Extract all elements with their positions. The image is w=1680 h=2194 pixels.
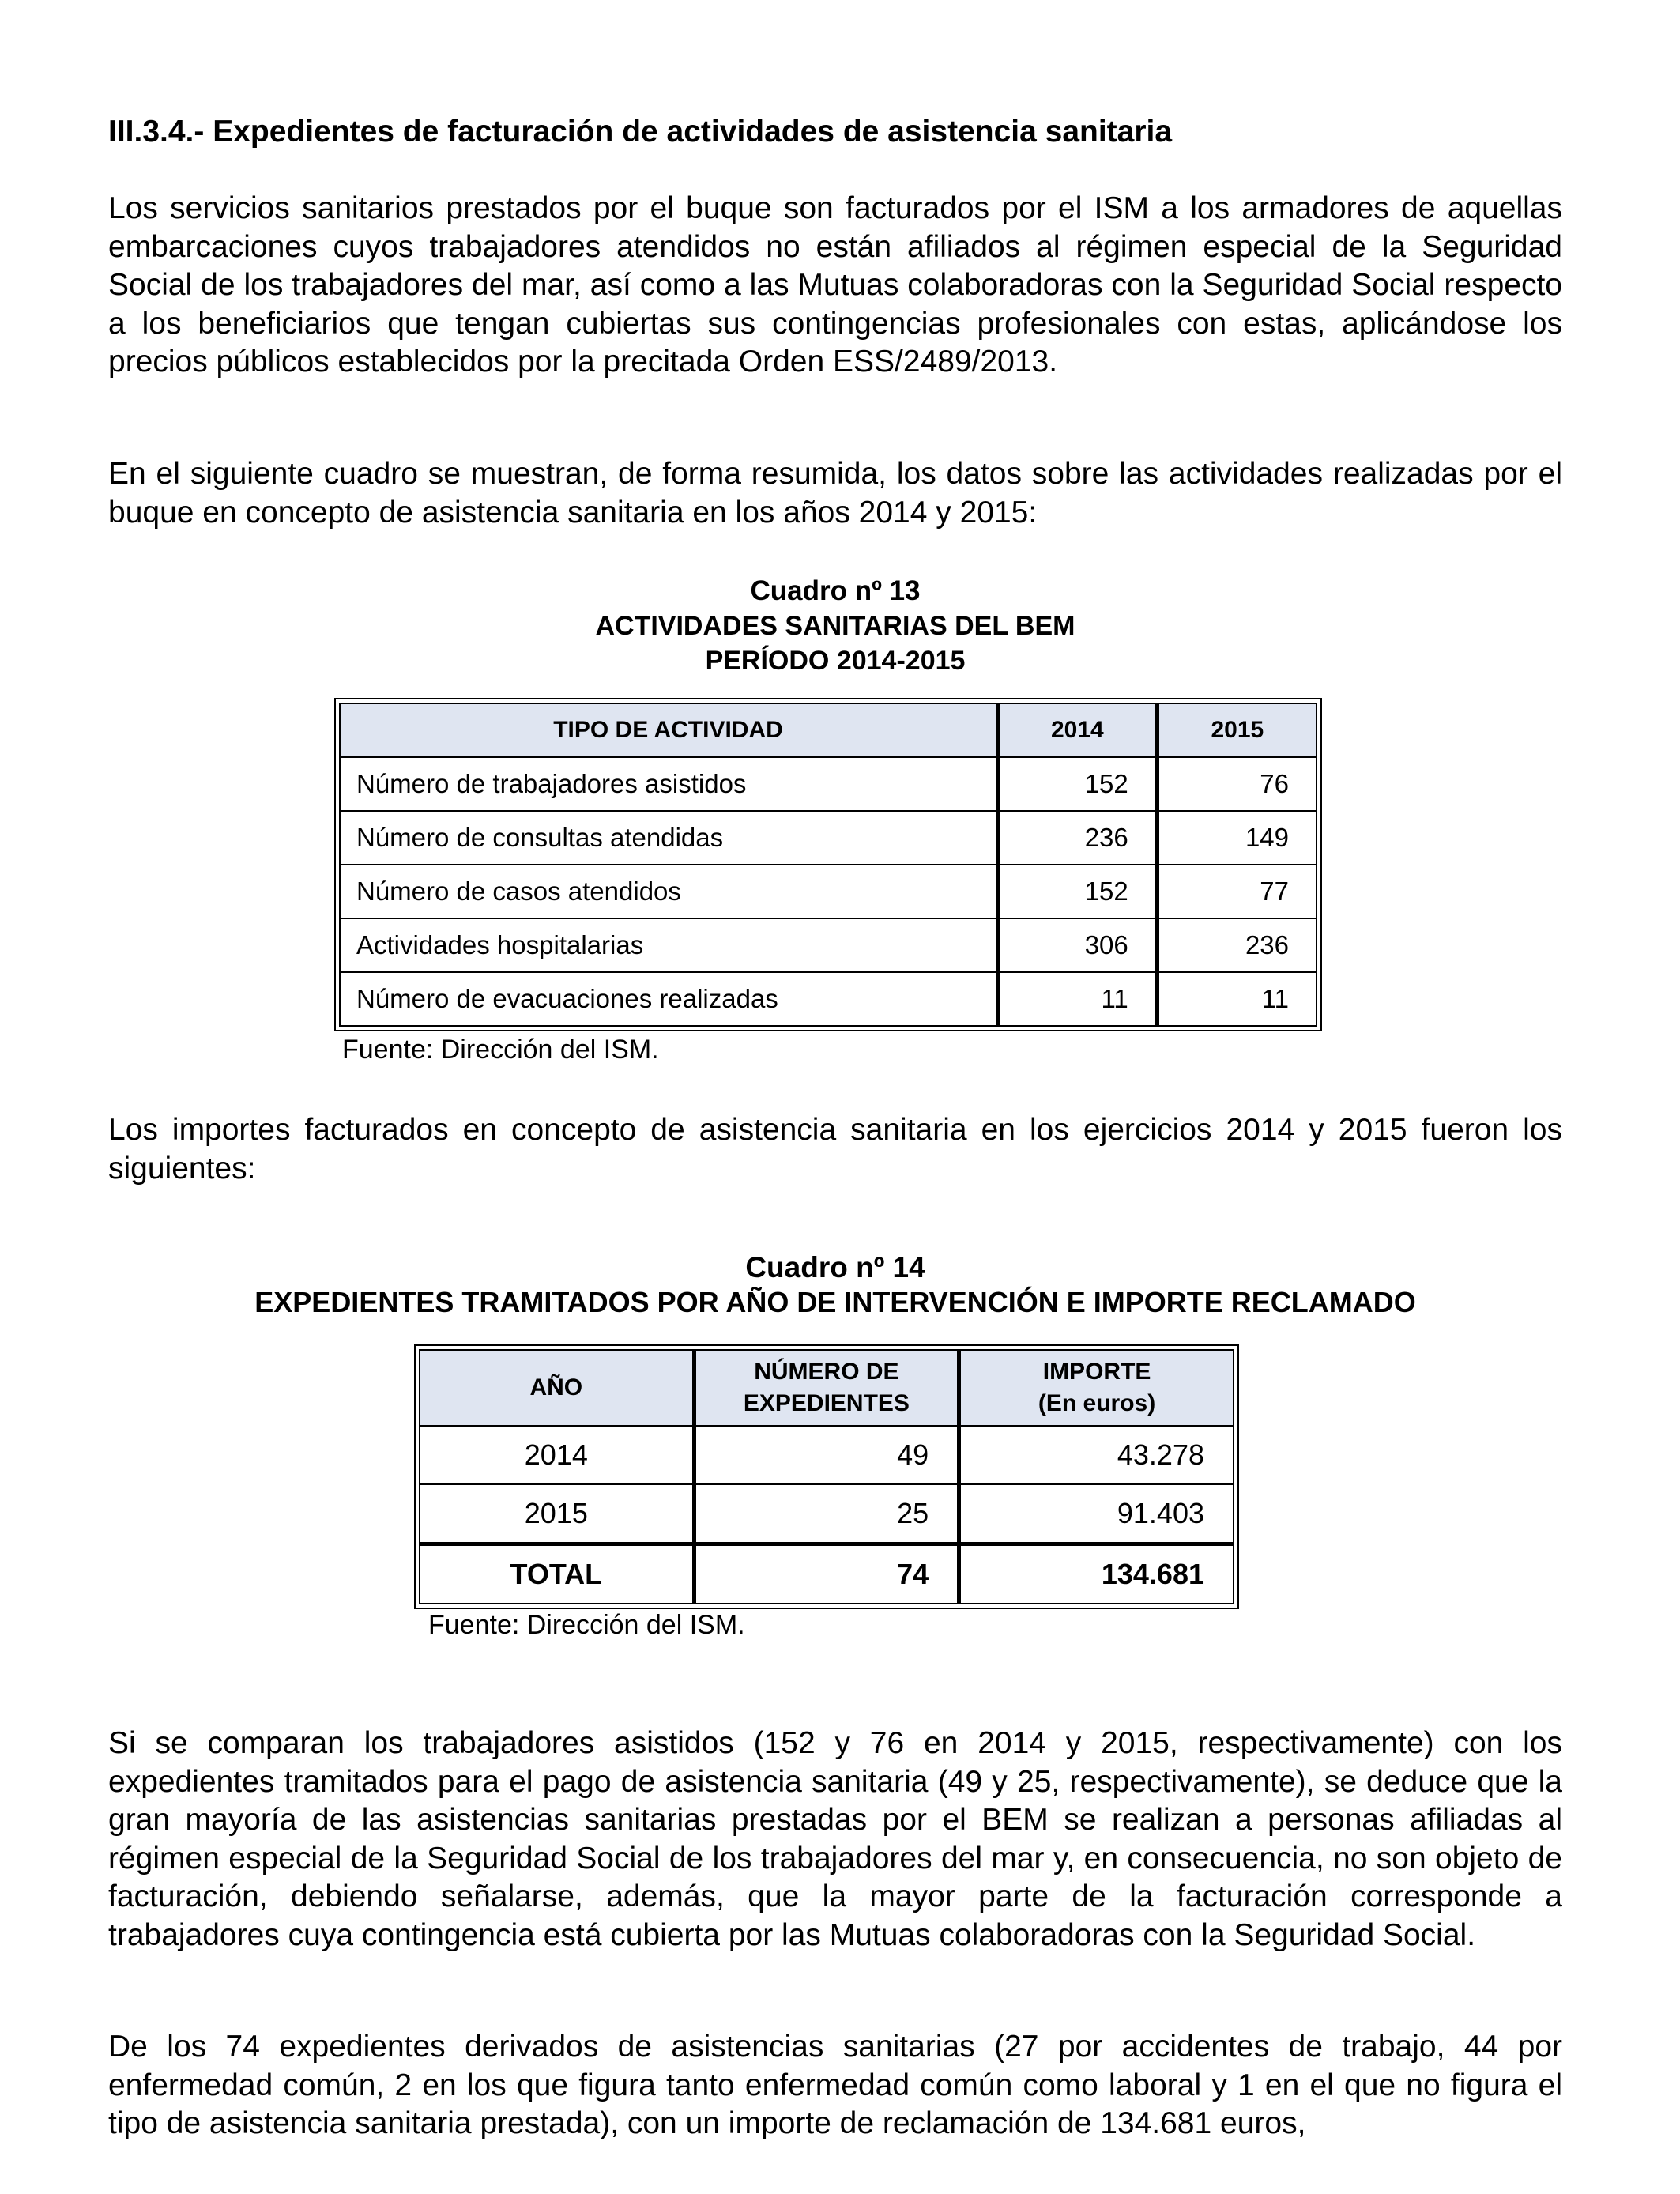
table13-sanitary-activities [339,703,1317,1027]
table14-header-count-line1: NÚMERO DE [754,1359,899,1385]
table13-cell-activity: Número de evacuaciones realizadas [340,972,998,1026]
table13-cell-2014: 306 [998,918,1158,972]
table13-cell-2015: 76 [1157,757,1317,811]
paragraph-billing-intro: Los servicios sanitarios prestados por el buque son facturados por el ISM a los armadores de aquellas embarcaciones cuyos trabajadores atendidos no están afiliados al régimen especial de la Seguridad Social de los trabajadores del mar, así como a las Mutuas colaboradoras con la Seguridad Social respecto a los beneficiarios que tengan cubiertas sus contingencias profesionales con estas, aplicándose los precios públicos establecidos por la precitada Orden ESS/2489/2013. [108,191,1562,379]
table14-cell-amount: 43.278 [959,1426,1234,1484]
table13-cell-2014: 152 [998,865,1158,918]
table14-total-amount: 134.681 [959,1544,1234,1604]
table13-cell-activity: Número de consultas atendidas [340,811,998,865]
table14-source: Fuente: Dirección del ISM. [428,1610,745,1640]
paragraph-table14-intro: Los importes facturados en concepto de asistencia sanitaria en los ejercicios 2014 y 2015 fueron los siguientes: [108,1113,1562,1186]
table13-cell-2014: 152 [998,757,1158,811]
table14-header-row [420,1350,1234,1426]
table13-cell-2015: 236 [1157,918,1317,972]
table14-caption-number: Cuadro nº 14 [745,1251,925,1284]
table13-cell-activity: Número de trabajadores asistidos [340,757,998,811]
table13-cell-activity: Actividades hospitalarias [340,918,998,972]
table-row [340,811,1317,865]
table14-cell-count: 25 [694,1484,959,1544]
paragraph-comparison: Si se comparan los trabajadores asistidos (152 y 76 en 2014 y 2015, respectivamente) con los expedientes tramitados para el pago de asistencia sanitaria (49 y 25, respectivamente), se deduce que la gran mayoría de las asistencias sanitarias prestadas por el BEM se realizan a personas afiliadas al régimen especial de la Seguridad Social de los trabajadores del mar y, en consecuencia, no son objeto de facturación, debiendo señalarse, además, que la mayor parte de la facturación corresponde a trabajadores cuya contingencia está cubierta por las Mutuas colaboradoras con la Seguridad Social. [108,1726,1562,1952]
table14-header-count [694,1350,959,1426]
table13-cell-2014: 236 [998,811,1158,865]
table-row [340,757,1317,811]
table-row [340,865,1317,918]
table13-header-row [340,703,1317,757]
table13-header-activity: TIPO DE ACTIVIDAD [340,703,998,757]
section-heading: III.3.4.- Expedientes de facturación de actividades de asistencia sanitaria [108,115,1173,149]
paragraph-table13-intro: En el siguiente cuadro se muestran, de forma resumida, los datos sobre las actividades realizadas por el buque en concepto de asistencia sanitaria en los años 2014 y 2015: [108,457,1562,530]
table14-header-year: AÑO [420,1350,694,1426]
table14-total-label: TOTAL [420,1544,694,1604]
table13-cell-2015: 149 [1157,811,1317,865]
table14-caption [108,1250,1562,1320]
table13-source: Fuente: Dirección del ISM. [342,1035,659,1065]
table13-header-2015: 2015 [1157,703,1317,757]
table14-cell-year: 2014 [420,1426,694,1484]
table14-cell-amount: 91.403 [959,1484,1234,1544]
table14-billing-files [419,1349,1234,1604]
table13-caption-period: PERÍODO 2014-2015 [705,646,966,676]
table14-header-amount [959,1350,1234,1426]
table13-header-2014: 2014 [998,703,1158,757]
table14-header-amount-line2: (En euros) [1038,1390,1156,1416]
table14-header-amount-line1: IMPORTE [1042,1359,1151,1385]
table-row [420,1484,1234,1544]
table14-header-count-line2: EXPEDIENTES [743,1390,910,1416]
table14-cell-year: 2015 [420,1484,694,1544]
table13-cell-2014: 11 [998,972,1158,1026]
table14-total-row [420,1544,1234,1604]
table13-caption [108,574,1562,678]
table-row [340,972,1317,1026]
table13-cell-2015: 11 [1157,972,1317,1026]
table14-caption-title: EXPEDIENTES TRAMITADOS POR AÑO DE INTERVENCIÓN E IMPORTE RECLAMADO [254,1286,1416,1318]
table14-cell-count: 49 [694,1426,959,1484]
table-row [340,918,1317,972]
paragraph-files-breakdown: De los 74 expedientes derivados de asistencias sanitarias (27 por accidentes de trabajo, 44 por enfermedad común, 2 en los que figura tanto enfermedad común como laboral y 1 en el que no figura el tipo de asistencia sanitaria prestada), con un importe de reclamación de 134.681 euros, [108,2030,1562,2140]
table13-caption-number: Cuadro nº 13 [750,575,921,606]
table14-total-count: 74 [694,1544,959,1604]
table13-cell-activity: Número de casos atendidos [340,865,998,918]
table13-caption-title: ACTIVIDADES SANITARIAS DEL BEM [595,611,1075,641]
table-row [420,1426,1234,1484]
table13-cell-2015: 77 [1157,865,1317,918]
